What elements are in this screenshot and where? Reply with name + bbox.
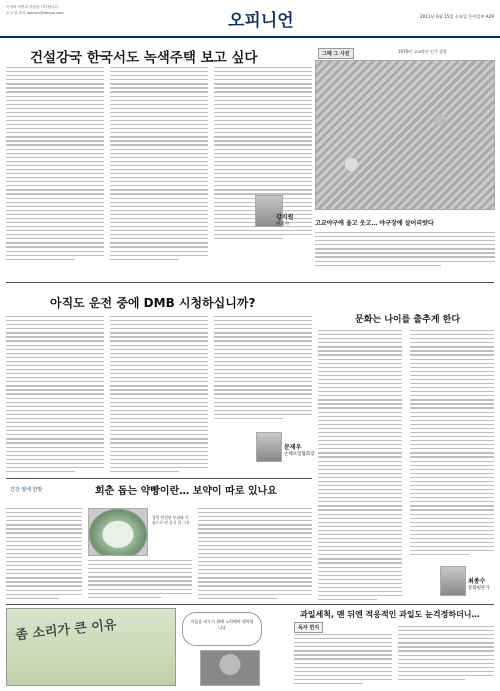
ad-image [200, 650, 260, 686]
stadium-crowd-photo [315, 60, 495, 210]
photo-subtag: 1970년 고교야구 인기 절정 [398, 49, 447, 54]
author-photo-culture [440, 566, 466, 596]
culture-body-col-1 [318, 330, 402, 600]
health-body-col-3 [198, 508, 312, 600]
ad-banner [6, 608, 176, 686]
section-divider-2 [6, 478, 312, 479]
author-photo-dmb [256, 432, 282, 462]
soup-bowl-photo [88, 508, 148, 556]
dmb-body-col-2 [110, 316, 208, 476]
photo-caption: 고교야구에 울고 웃고… 야구장에 살어리랏다 [315, 220, 434, 227]
author-culture: 최종수 문화평론가 [468, 578, 490, 591]
ad-big-text: 좀 소리가 큰 이유 [14, 617, 118, 644]
headline-healthy-food: 회춘 돕는 약빵이란… 보약이 따로 있나요 [95, 486, 277, 497]
dmb-body-col-3 [214, 316, 312, 426]
article-body-col-1 [6, 67, 104, 267]
contact-line-2: 투고 및 문의 opinion@donga.com [6, 11, 64, 15]
headline-green-housing: 건설강국 한국서도 녹색주택 보고 싶다 [30, 50, 258, 66]
photo-article-body [315, 232, 495, 272]
headline-fruit-washing: 과일세척, 맨 뒤엔 적응적인 과일도 눈걱정하더니… [300, 610, 480, 619]
headline-culture-age: 문화는 나이를 출추게 한다 [355, 315, 461, 325]
author-green-housing: 강지원 변호사 [276, 214, 294, 227]
health-body-col-1 [6, 508, 82, 600]
ad-speech-balloon: 마음을 비우기 위해 노력해야 행복합니다 [182, 612, 262, 646]
article-body-col-2 [110, 67, 208, 267]
photo-tag: 그때 그 사진 [318, 48, 354, 59]
reader-letter-tag: 독자 편지 [294, 622, 323, 633]
page-meta: 2011년 6월 15일 수요일 동아일보 A29 [420, 14, 494, 19]
headline-dmb: 아직도 운전 중에 DMB 시청하십니까? [50, 296, 256, 310]
culture-body-col-2 [410, 330, 494, 560]
dmb-body-col-1 [6, 316, 104, 476]
section-divider-3 [6, 604, 494, 605]
fruit-body-col-2 [398, 626, 494, 686]
contact-line-1: 독자의 의견과 비판을 기다립니다 [6, 5, 59, 9]
section-divider-1 [6, 282, 494, 283]
health-section-tag: 건강 옆에 한방 [10, 487, 43, 493]
food-image-caption: 경락 연결된 부위와 이름으로 된 음식 한 그릇 [152, 515, 190, 525]
page-header [0, 0, 500, 38]
health-body-col-2 [88, 560, 192, 600]
author-dmb: 문재우 손해보험협회장 [284, 444, 315, 457]
section-title: 오피니언 [228, 11, 294, 31]
fruit-body-col-1 [294, 634, 392, 688]
